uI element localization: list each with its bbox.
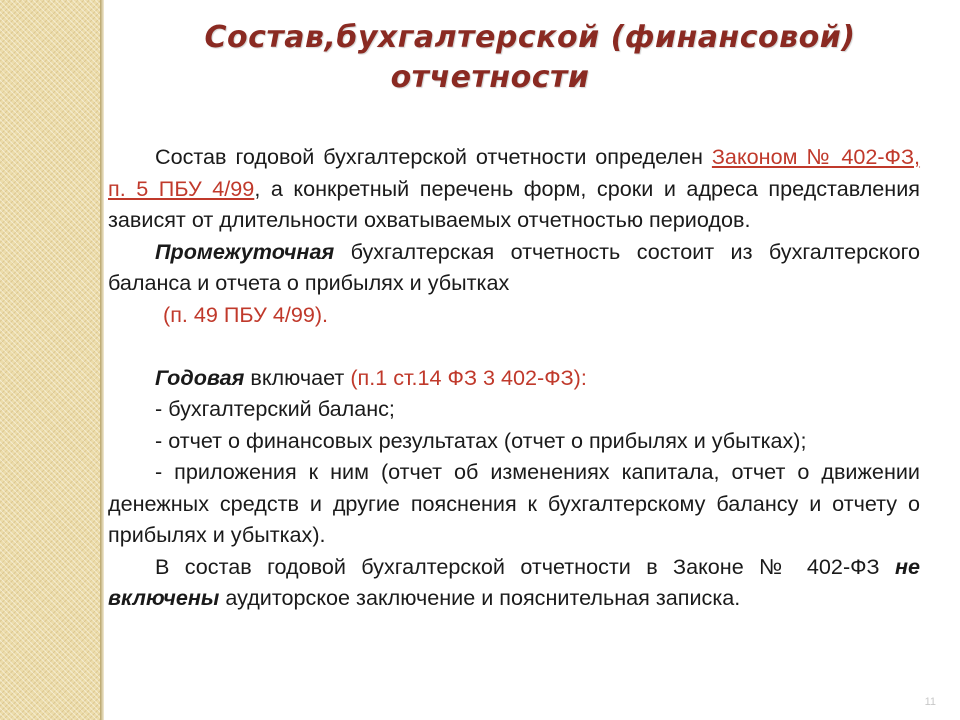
slide-title-line2: отчетности (390, 60, 590, 95)
list-item-appendices: - приложения к ним (отчет об изменениях капитала, отчет о движении денежных средств и другие пояснения к бухгалтерскому балансу и отчету о прибылях и убытках). (108, 459, 920, 547)
list-item-financial-results: - отчет о финансовых результатах (отчет о прибылях и убытках); (155, 427, 807, 453)
paragraph-not-included-text: В состав годовой бухгалтерской отчетности в Законе № 402-ФЗ (155, 553, 895, 579)
interim-term: Промежуточная (155, 238, 335, 264)
annual-reference: (п.1 ст.14 ФЗ 3 402-ФЗ): (350, 364, 587, 390)
page-number: 11 (924, 696, 936, 708)
law-402-link[interactable]: Законом № 402-ФЗ, п. 5 ПБУ 4/99 (108, 144, 921, 201)
decorative-sidebar (0, 0, 100, 720)
paragraph-not-included-text-end: аудиторское заключение и пояснительная записка. (219, 585, 741, 610)
paragraph-composition-text-end: , а конкретный перечень форм, сроки и адреса представления зависят от длительности охватываемых отчетностью периодов. (108, 175, 920, 232)
not-included-term: не включены (108, 553, 920, 610)
paragraph-interim-text: бухгалтерская отчетность состоит из бухгалтерского баланса и отчета о прибылях и убытках (108, 238, 920, 295)
slide-title-line1: Состав,бухгалтерской (финансовой) (204, 20, 856, 55)
slide-title (130, 18, 930, 98)
paragraph-annual (108, 362, 920, 394)
paragraph-interim (108, 236, 920, 299)
interim-reference: (п. 49 ПБУ 4/99). (163, 301, 329, 327)
list-item-balance: - бухгалтерский баланс; (155, 396, 395, 421)
spacer (108, 330, 920, 362)
paragraph-composition-text: Состав годовой бухгалтерской отчетности определен (155, 144, 712, 169)
annual-term: Годовая (155, 364, 245, 390)
paragraph-composition (108, 141, 920, 236)
paragraph-annual-text: включает (244, 364, 351, 390)
slide-body (108, 141, 920, 614)
sidebar-edge-shadow (100, 0, 104, 720)
paragraph-not-included (108, 551, 920, 614)
interim-reference-line (108, 299, 920, 331)
